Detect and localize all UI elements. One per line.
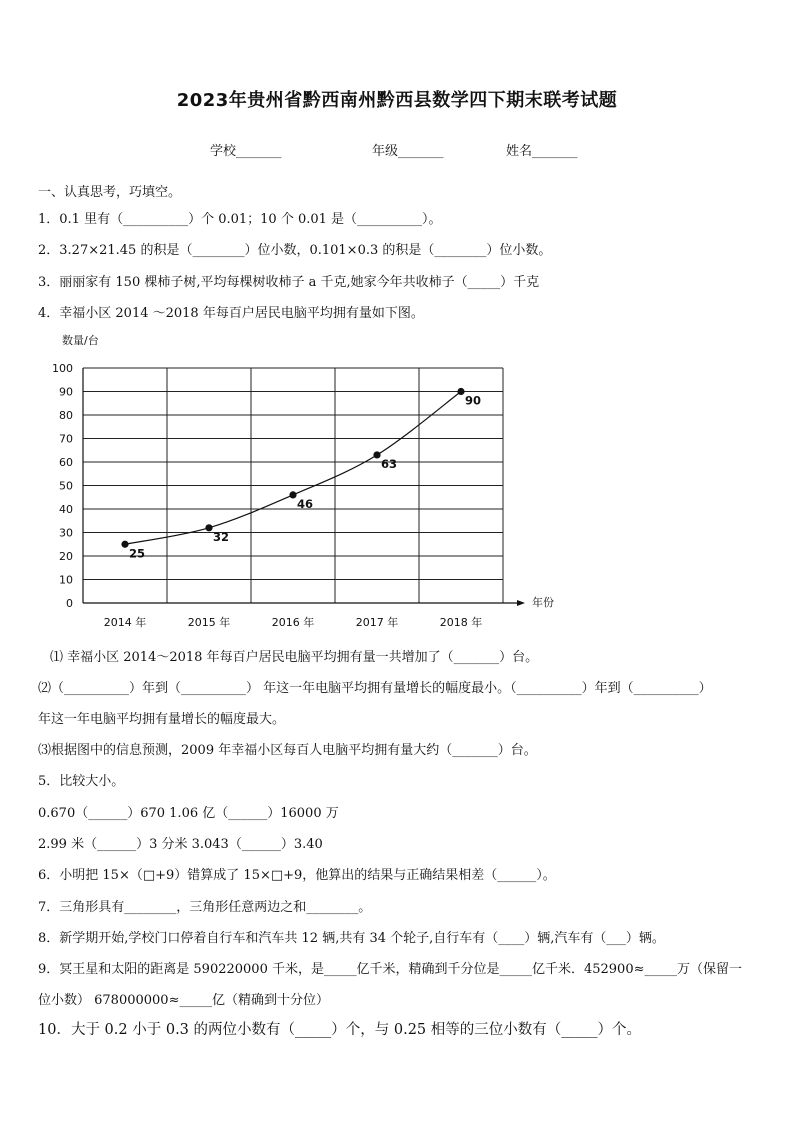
question-9-cont: 位小数） 678000000≈_____亿（精确到十分位） [38, 993, 329, 1008]
question-5-line-2: 2.99 米（______）3 分米 3.043（______）3.40 [38, 837, 323, 852]
data-label: 63 [381, 456, 398, 471]
question-4-2-cont: 年这一年电脑平均拥有量增长的幅度最大。 [38, 712, 286, 727]
section-heading: 一、认真思考，巧填空。 [38, 185, 182, 200]
y-tick-label: 30 [59, 526, 73, 540]
y-tick-label: 90 [59, 385, 73, 399]
y-tick-label: 80 [59, 409, 73, 422]
question-3: 3．丽丽家有 150 棵柿子树,平均每棵树收柿子 a 千克,她家今年共收柿子（_____）千克 [38, 275, 540, 290]
y-tick-label: 40 [59, 503, 73, 516]
question-2: 2．3.27×21.45 的积是（________）位小数，0.101×0.3 的积是（________）位小数。 [38, 243, 552, 258]
y-axis-label: 数量/台 [62, 334, 99, 347]
x-axis-arrow [517, 600, 525, 606]
data-point [289, 491, 296, 498]
chart-grid [83, 368, 525, 606]
y-tick-label: 0 [66, 597, 73, 610]
x-tick-label: 2016 年 [271, 616, 315, 629]
question-5-line-1: 0.670（______）670 1.06 亿（______）16000 万 [38, 806, 339, 821]
grade-field: 年级_______ [372, 144, 444, 159]
line-chart [38, 328, 554, 629]
data-point [205, 524, 212, 531]
question-4-3: ⑶根据图中的信息预测，2009 年幸福小区每百人电脑平均拥有量大约（_______）台。 [38, 743, 537, 758]
x-tick-label: 2018 年 [439, 616, 483, 629]
question-10: 10．大于 0.2 小于 0.3 的两位小数有（_____）个，与 0.25 相等的三位小数有（_____）个。 [38, 1022, 642, 1038]
data-point [121, 541, 128, 548]
x-tick-label: 2017 年 [355, 616, 399, 629]
question-4-1: ⑴ 幸福小区 2014～2018 年每百户居民电脑平均拥有量一共增加了（_______）台。 [50, 650, 539, 665]
y-tick-label: 20 [59, 550, 73, 563]
y-tick-label: 60 [59, 456, 73, 469]
data-point [373, 451, 380, 458]
x-tick-label: 2015 年 [187, 616, 231, 629]
data-label: 32 [213, 529, 230, 544]
question-9: 9．冥王星和太阳的距离是 590220000 千米，是_____亿千米，精确到千分位是_____亿千米．452900≈_____万（保留一 [38, 962, 742, 977]
school-field: 学校_______ [210, 144, 282, 159]
name-field: 姓名_______ [506, 144, 578, 159]
question-8: 8．新学期开始,学校门口停着自行车和汽车共 12 辆,共有 34 个轮子,自行车有（____）辆,汽车有（___）辆。 [38, 931, 665, 946]
data-point [457, 388, 464, 395]
data-label: 25 [129, 546, 146, 561]
data-label: 90 [465, 393, 482, 408]
question-1: 1．0.1 里有（__________）个 0.01；10 个 0.01 是（__________）。 [38, 212, 442, 227]
page-title: 2023年贵州省黔西南州黔西县数学四下期末联考试题 [176, 90, 618, 111]
y-tick-label: 10 [59, 573, 73, 587]
question-4: 4．幸福小区 2014 ～2018 年每百户居民电脑平均拥有量如下图。 [38, 306, 424, 321]
y-tick-label: 50 [59, 479, 73, 493]
chart-series [121, 388, 481, 560]
y-tick-label: 100 [52, 362, 73, 375]
x-axis-label: 年份 [532, 596, 554, 609]
question-4-2: ⑵（__________）年到（__________） 年这一年电脑平均拥有量增长的幅度最小。（__________）年到（__________） [38, 681, 712, 696]
y-tick-label: 70 [59, 432, 73, 446]
question-5: 5．比较大小。 [38, 774, 125, 789]
question-6: 6．小明把 15×（□+9）错算成了 15×□+9，他算出的结果与正确结果相差（______）。 [38, 868, 556, 883]
y-axis-ticks [52, 362, 73, 610]
data-label: 46 [297, 496, 314, 511]
x-axis-ticks [104, 615, 483, 629]
x-tick-label: 2014 年 [103, 616, 147, 629]
series-line [125, 392, 461, 545]
question-7: 7．三角形具有________，三角形任意两边之和________。 [38, 900, 372, 915]
